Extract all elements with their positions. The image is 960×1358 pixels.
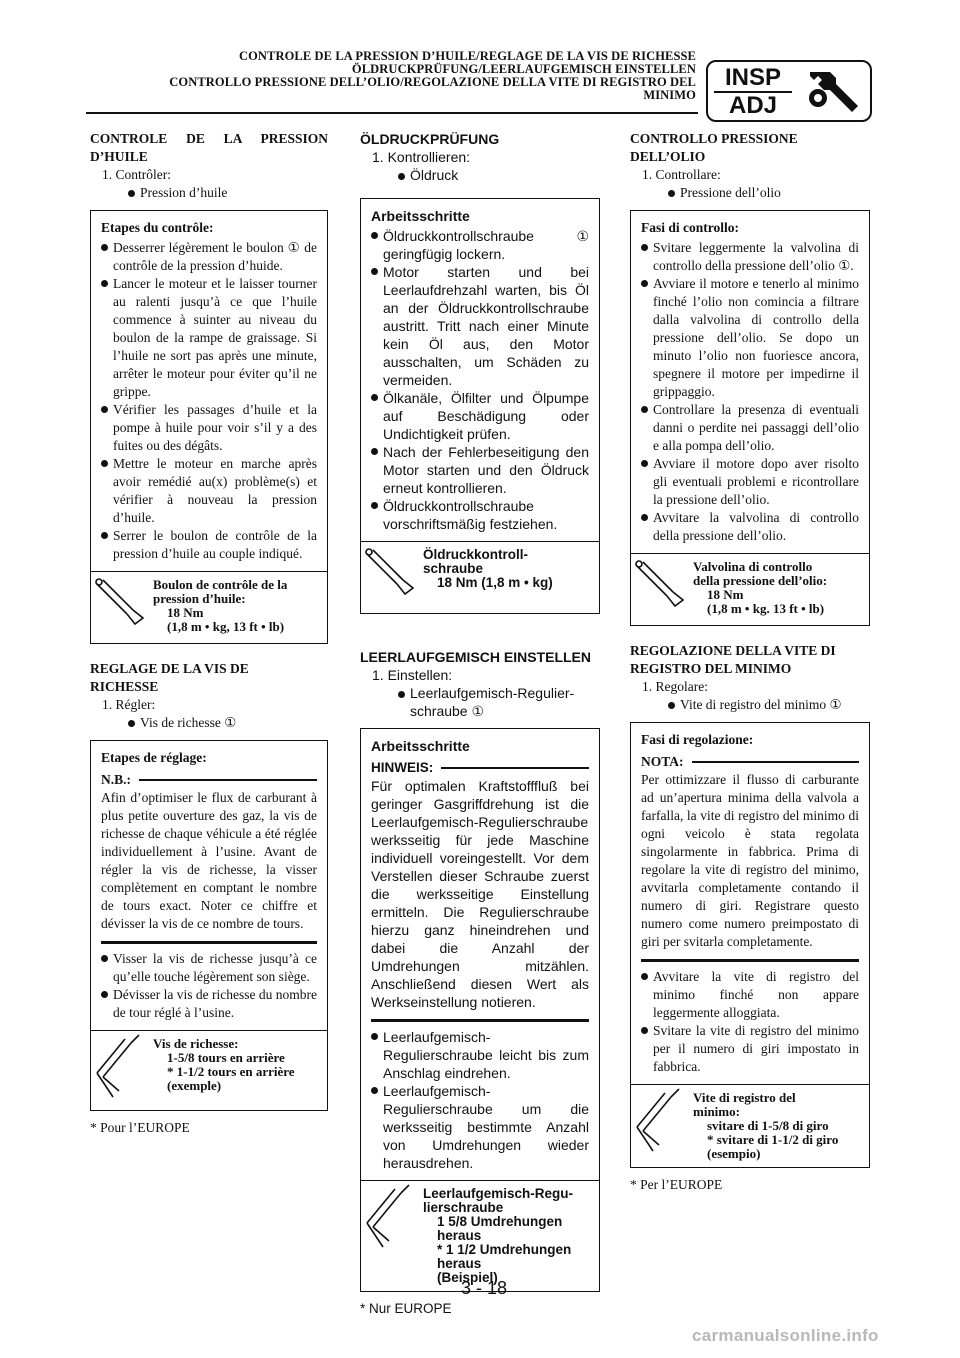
header-rule: [86, 112, 698, 114]
adjust-item: Vite di registro del minimo ①: [630, 696, 870, 714]
header-line: CONTROLE DE LA PRESSION D’HUILE/REGLAGE DE LA VIS DE RICHESSE: [238, 49, 696, 63]
procedure-step: Svitare la vite di registro del minimo per il numero di giri impostato in fabbrica.: [641, 1022, 859, 1076]
adjust-item: Leerlaufgemisch-Regulier- schraube ①: [360, 684, 600, 720]
mixture-heading: REGLAGE DE LA VIS DE RICHESSE: [90, 661, 249, 694]
wrench-icon: [800, 64, 864, 121]
header-line: MINIMO: [643, 88, 696, 102]
procedure-step: Motor starten und bei Leerlaufdrehzahl warten, bis Öl an der Öldruckkontrollschraube austritt. Tritt nach einer Minute kein Öl aus, den Motor ausschalten, um Schäden zu vermeiden.: [371, 263, 589, 389]
header-line: CONTROLLO PRESSIONE DELL’OLIO/REGOLAZIONE DELLA VITE DI REGISTRO DEL: [169, 75, 696, 89]
torque-spec: Öldruckkontroll- schraube 18 Nm (1,8 m • kg): [361, 541, 599, 613]
procedure-step: Leerlaufgemisch-Regulierschraube um die werksseitig bestimmte Anzahl von Umdrehungen wieder herausdrehen.: [371, 1082, 589, 1172]
procedure-step: Visser la vis de richesse jusqu’à ce qu’elle touche légèrement son siège.: [101, 950, 317, 986]
step-label: 1. Einstellen:: [372, 667, 453, 683]
procedure-step: Vérifier les passages d’huile et la pompe à huile pour voir s’il y a des fuites ou des dégâts.: [101, 401, 317, 455]
procedure-step: Avviare il motore dopo aver risolto gli eventuali problemi e ricontrollare la pressione dell’olio.: [641, 455, 859, 509]
bullet-icon: [128, 190, 135, 197]
procedure-step: Öldruckkontrollschraube ① geringfügig lockern.: [371, 227, 589, 263]
badge-insp-label: INSP: [714, 66, 792, 93]
procedure-box: [630, 210, 870, 626]
procedure-step: Avviare il motore e tenerlo al minimo finché l’olio non comincia a filtrare dalla valvolina di controllo della pressione dell’olio. Se dopo un minuto l’olio non fuoriesce ancora, spegnere il motore per impedirne il grippaggio.: [641, 275, 859, 401]
procedure-step: Leerlaufgemisch-Regulierschraube leicht bis zum Anschlag eindrehen.: [371, 1028, 589, 1082]
footnote: * Nur EUROPE: [360, 1301, 452, 1316]
inspect-item: Öldruck: [360, 166, 600, 184]
page-number: 3 - 18: [460, 1278, 508, 1298]
procedure-step: Serrer le boulon de contrôle de la pression d’huile au couple indiqué.: [101, 527, 317, 563]
watermark[interactable]: carmanualsonline.info: [692, 1326, 879, 1345]
procedure-box: [630, 722, 870, 1168]
procedure-box: [360, 728, 600, 1292]
note-label: HINWEIS:: [371, 759, 589, 777]
procedure-step: Mettre le moteur en marche après avoir remédié au(x) problème(s) et vérifier à nouveau la pression d’huile.: [101, 455, 317, 527]
torque-wrench-icon: [631, 554, 689, 625]
procedure-step: Avvitare la vite di registro del minimo finché non appare leggermente alloggiata.: [641, 968, 859, 1022]
procedure-box: [360, 198, 600, 614]
procedure-step: Nach der Fehlerbeseitigung den Motor starten und den Öldruck erneut kontrollieren.: [371, 443, 589, 497]
procedure-step: Dévisser la vis de richesse du nombre de tour réglé à l’usine.: [101, 986, 317, 1022]
page-header-title: [60, 50, 696, 102]
step-label: 1. Controllare:: [642, 167, 721, 182]
french-column: [90, 130, 328, 1137]
procedure-step: Controllare la presenza di eventuali danni o perdite nei passaggi dell’olio e alla pompa dell’olio.: [641, 401, 859, 455]
procedure-step: Öldruckkontrollschraube vorschriftsmäßig festziehen.: [371, 497, 589, 533]
step-label: 1. Régler:: [102, 697, 156, 712]
screwdriver-icon: [91, 1031, 149, 1110]
procedure-title: Etapes de réglage:: [101, 750, 207, 765]
procedure-title: Etapes du contrôle:: [101, 220, 214, 235]
italian-column: [630, 130, 870, 1194]
torque-spec: Valvolina di controllo della pressione dell’olio: 18 Nm (1,8 m • kg. 13 ft • lb): [631, 553, 869, 625]
note-text: Per ottimizzare il flusso di carburante ad un’apertura minima della valvola a farfalla, la vite di registro del minimo di ogni veicolo è stata regolata singolarmente in fabbrica. Prima di regolare la vite di registro del minimo, avvitarla completamente contando il numero di giri. Registrare questo numero come numero preimpostato di giri per svitarla completamente.: [641, 772, 859, 949]
note-label: N.B.:: [101, 771, 317, 789]
mixture-heading: LEERLAUFGEMISCH EINSTELLEN: [360, 649, 592, 665]
setting-spec: Vite di registro del minimo: svitare di 1-5/8 di giro * svitare di 1-1/2 di giro (esempio): [631, 1084, 869, 1167]
inspect-item: Pressione dell’olio: [630, 184, 870, 202]
screwdriver-icon: [361, 1181, 419, 1291]
inspect-item: Pression d’huile: [90, 184, 328, 202]
section-badge: [706, 60, 872, 122]
procedure-title: Arbeitsschritte: [371, 208, 470, 224]
procedure-title: Fasi di controllo:: [641, 220, 740, 235]
procedure-step: Desserrer légèrement le boulon ① de contrôle de la pression d’huide.: [101, 239, 317, 275]
procedure-title: Fasi di regolazione:: [641, 732, 754, 747]
procedure-title: Arbeitsschritte: [371, 738, 470, 754]
procedure-box: [90, 210, 328, 644]
footnote: * Per l’EUROPE: [630, 1177, 723, 1192]
note-text: Für optimalen Kraftstofffluß bei geringer Gasgriffdrehung ist die Leerlaufgemisch-Regulierschraube werksseitig für jede Maschine individuell voreingestellt. Vor dem Verstellen dieser Schraube zuerst die werksseitige Einstellung ermitteln. Die Regulierschraube hierzu ganz hineindrehen und dabei die Anzahl der Umdrehungen mitzählen. Anschließend diesen Wert als Werkseinstellung notieren.: [371, 778, 589, 1010]
torque-wrench-icon: [91, 572, 149, 643]
step-label: 1. Kontrollieren:: [372, 149, 471, 165]
note-text: Afin d’optimiser le flux de carburant à plus petite ouverture des gaz, la vis de richesse de chaque véhicule a été réglée individuellement à l’usine. Avant de régler la vis de richesse, la visser complètement en comptant le nombre de tours exact. Noter ce chiffre et dévisser la vis de ce nombre de tours.: [101, 790, 317, 931]
german-column: [360, 130, 600, 1318]
procedure-step: Lancer le moteur et le laisser tourner au ralenti jusqu’à ce que l’huile commence à suinter au niveau du boulon de la rampe de graissage. Si l’huile ne sort pas après une minute, arrêter le moteur pour éviter qu’il ne grippe.: [101, 275, 317, 401]
procedure-step: Avvitare la valvolina di controllo della pressione dell’olio.: [641, 509, 859, 545]
screwdriver-icon: [631, 1085, 689, 1167]
step-label: 1. Contrôler:: [102, 167, 171, 182]
note-label: NOTA:: [641, 753, 859, 771]
adjust-item: Vis de richesse ①: [90, 714, 328, 732]
procedure-step: Ölkanäle, Ölfilter und Ölpumpe auf Beschädigung oder Undichtigkeit prüfen.: [371, 389, 589, 443]
procedure-box: [90, 740, 328, 1111]
setting-spec: Vis de richesse: 1-5/8 tours en arrière * 1-1/2 tours en arrière (exemple): [91, 1030, 327, 1110]
torque-wrench-icon: [361, 542, 419, 613]
torque-spec: Boulon de contrôle de la pression d’huile: 18 Nm (1,8 m • kg, 13 ft • lb): [91, 571, 327, 643]
oil-pressure-heading: ÖLDRUCKPRÜFUNG: [360, 131, 500, 147]
footnote: * Pour l’EUROPE: [90, 1120, 190, 1135]
step-label: 1. Regolare:: [642, 679, 708, 694]
setting-spec: Leerlaufgemisch-Regu- lierschraube 1 5/8 Umdrehungen heraus * 1 1/2 Umdrehungen heraus (Beispiel): [361, 1180, 599, 1291]
oil-pressure-heading: CONTROLLO PRESSIONE DELL’OLIO: [630, 131, 798, 164]
badge-adj-label: ADJ: [728, 92, 777, 119]
mixture-heading: REGOLAZIONE DELLA VITE DI REGISTRO DEL MINIMO: [630, 643, 836, 676]
procedure-step: Svitare leggermente la valvolina di controllo della pressione dell’olio ①.: [641, 239, 859, 275]
header-line: ÖLDRUCKPRÜFUNG/LEERLAUFGEMISCH EINSTELLEN: [351, 62, 696, 76]
oil-pressure-heading: CONTROLE DE LA PRESSION D’HUILE: [90, 131, 328, 164]
